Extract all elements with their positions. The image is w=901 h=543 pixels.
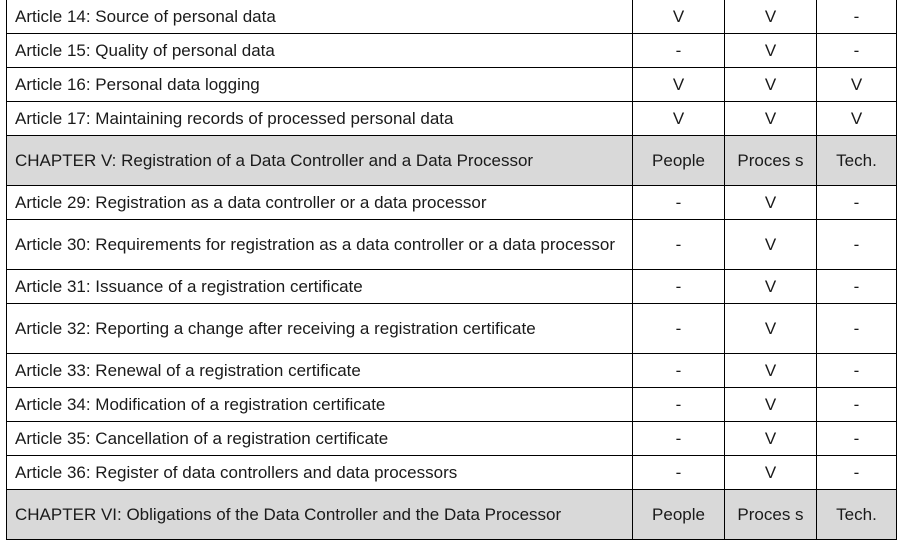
table-row <box>7 68 897 102</box>
table-row <box>7 354 897 388</box>
article-cell: Article 33: Renewal of a registration certificate <box>7 354 633 388</box>
article-cell: Article 30: Requirements for registration as a data controller or a data processor <box>7 220 633 270</box>
tech-cell: - <box>817 304 897 354</box>
process-cell: V <box>725 354 817 388</box>
article-cell: Article 16: Personal data logging <box>7 68 633 102</box>
table-row <box>7 270 897 304</box>
article-cell: Article 36: Register of data controllers and data processors <box>7 456 633 490</box>
tech-cell: - <box>817 456 897 490</box>
chapter-header-row <box>7 136 897 186</box>
tech-cell: V <box>817 102 897 136</box>
people-cell: - <box>633 34 725 68</box>
tech-header: Tech. <box>817 136 897 186</box>
table-row <box>7 186 897 220</box>
article-cell: Article 15: Quality of personal data <box>7 34 633 68</box>
process-cell: V <box>725 270 817 304</box>
tech-cell: - <box>817 388 897 422</box>
table-row <box>7 102 897 136</box>
people-cell: - <box>633 270 725 304</box>
article-cell: Article 34: Modification of a registration certificate <box>7 388 633 422</box>
process-cell: V <box>725 304 817 354</box>
table-row <box>7 456 897 490</box>
compliance-table <box>6 0 897 540</box>
process-cell: V <box>725 68 817 102</box>
tech-cell: - <box>817 34 897 68</box>
people-cell: - <box>633 388 725 422</box>
chapter-title: CHAPTER V: Registration of a Data Controller and a Data Processor <box>7 136 633 186</box>
process-header: Proces s <box>725 136 817 186</box>
process-header: Proces s <box>725 490 817 540</box>
process-cell: V <box>725 186 817 220</box>
process-cell: V <box>725 220 817 270</box>
table-row <box>7 304 897 354</box>
people-cell: V <box>633 68 725 102</box>
people-cell: V <box>633 102 725 136</box>
people-header: People <box>633 490 725 540</box>
people-cell: - <box>633 456 725 490</box>
tech-cell: V <box>817 68 897 102</box>
people-cell: - <box>633 304 725 354</box>
tech-header: Tech. <box>817 490 897 540</box>
article-cell: Article 31: Issuance of a registration certificate <box>7 270 633 304</box>
tech-cell: - <box>817 220 897 270</box>
tech-cell: - <box>817 186 897 220</box>
chapter-header-row <box>7 490 897 540</box>
people-cell: - <box>633 186 725 220</box>
process-cell: V <box>725 456 817 490</box>
process-cell: V <box>725 34 817 68</box>
people-cell: - <box>633 354 725 388</box>
chapter-title: CHAPTER VI: Obligations of the Data Controller and the Data Processor <box>7 490 633 540</box>
table-row <box>7 220 897 270</box>
people-cell: V <box>633 0 725 34</box>
tech-cell: - <box>817 422 897 456</box>
article-cell: Article 32: Reporting a change after receiving a registration certificate <box>7 304 633 354</box>
people-cell: - <box>633 422 725 456</box>
table-row <box>7 0 897 34</box>
tech-cell: - <box>817 354 897 388</box>
article-cell: Article 14: Source of personal data <box>7 0 633 34</box>
process-cell: V <box>725 388 817 422</box>
tech-cell: - <box>817 270 897 304</box>
article-cell: Article 29: Registration as a data controller or a data processor <box>7 186 633 220</box>
process-cell: V <box>725 102 817 136</box>
table-row <box>7 422 897 456</box>
people-header: People <box>633 136 725 186</box>
tech-cell: - <box>817 0 897 34</box>
article-cell: Article 17: Maintaining records of processed personal data <box>7 102 633 136</box>
people-cell: - <box>633 220 725 270</box>
table-row <box>7 34 897 68</box>
process-cell: V <box>725 422 817 456</box>
table-row <box>7 388 897 422</box>
process-cell: V <box>725 0 817 34</box>
article-cell: Article 35: Cancellation of a registration certificate <box>7 422 633 456</box>
